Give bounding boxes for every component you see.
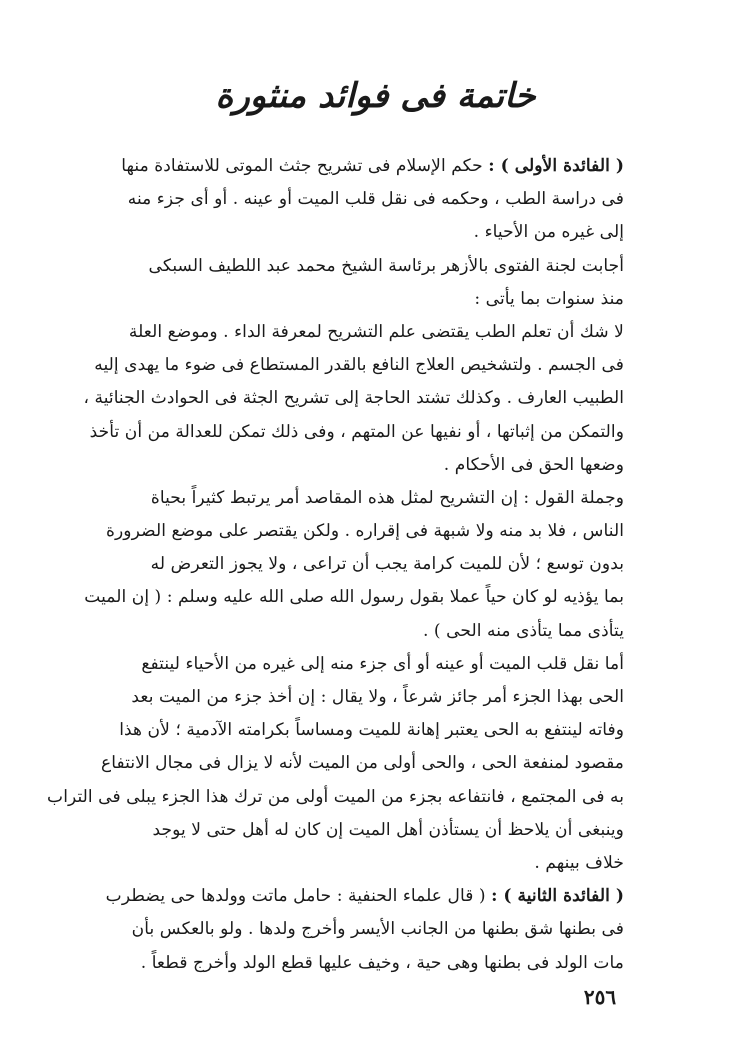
line-text: به فى المجتمع ، فانتفاعه بجزء من الميت أولى من ترك هذا الجزء يبلى فى التراب	[47, 786, 624, 807]
text-line	[112, 814, 624, 847]
line-text: ( قال علماء الحنفية : حامل ماتت وولدها حى يضطرب	[105, 886, 492, 907]
text-line	[105, 880, 624, 913]
line-text: الناس ، فلا بد منه ولا شبهة فى إقراره . ولكن يقتصر على موضع الضرورة	[106, 521, 624, 542]
line-text: إلى غيره من الأحياء .	[473, 222, 624, 243]
text-line	[112, 316, 624, 349]
text-line	[112, 714, 624, 747]
text-line	[112, 183, 624, 216]
line-text: فى بطنها شق بطنها من الجانب الأيسر وأخرج ولدها . ولو بالعكس بأن	[131, 919, 624, 940]
text-line	[94, 349, 624, 382]
line-text: يتأذى مما يتأذى منه الحى ) .	[423, 620, 624, 641]
line-text: الحى بهذا الجزء أمر جائز شرعاً ، ولا يقال : إن أخذ جزء من الميت بعد	[131, 687, 624, 707]
text-line	[112, 947, 624, 980]
line-text: وجملة القول : إن التشريح لمثل هذه المقاصد أمر يرتبط كثيراً بحياة	[150, 487, 624, 508]
text-line	[89, 416, 624, 449]
line-text: بما يؤذيه لو كان حياً عملا بقول رسول الله صلى الله عليه وسلم : ( إن الميت	[84, 587, 624, 608]
text-line	[112, 250, 624, 283]
line-text: مقصود لمنفعة الحى ، والحى أولى من الميت لأنه لا يزال فى مجال الانتفاع	[100, 753, 624, 774]
line-text: والتمكن من إثباتها ، أو نفيها عن المتهم ، وفى ذلك تمكن للعدالة من أن تأخذ	[89, 421, 624, 442]
line-text: أما نقل قلب الميت أو عينه أو أى جزء منه إلى غيره من الأحياء لينتفع	[141, 653, 624, 674]
line-text: فى الجسم . ولتشخيص العلاج النافع بالقدر المستطاع فى ضوء ما يهدى إليه	[94, 355, 624, 376]
text-line	[112, 216, 624, 249]
text-line	[112, 648, 624, 681]
line-text: حكم الإسلام فى تشريح جثث الموتى للاستفادة منها	[121, 156, 489, 176]
text-line	[112, 615, 624, 648]
text-line	[112, 913, 624, 946]
line-text: لا شك أن تعلم الطب يقتضى علم التشريح لمعرفة الداء . وموضع العلة	[128, 321, 624, 342]
line-text: فى دراسة الطب ، وحكمه فى نقل قلب الميت أو عينه . أو أى جزء منه	[127, 189, 624, 210]
heading-label: ( الفائدة الأولى ) :	[488, 156, 624, 176]
text-line	[112, 150, 624, 183]
text-line	[112, 681, 624, 714]
line-text: منذ سنوات بما يأتى :	[474, 288, 624, 309]
heading-label: ( الفائدة الثانية ) :	[491, 886, 624, 907]
text-line	[47, 781, 624, 814]
text-line	[112, 548, 624, 581]
text-line	[84, 581, 624, 614]
line-text: وينبغى أن يلاحظ أن يستأذن أهل الميت إن كان له أهل حتى لا يوجد	[152, 819, 624, 840]
text-line	[83, 382, 624, 415]
line-text: خلاف بينهم .	[534, 852, 624, 873]
text-line	[112, 449, 624, 482]
line-text: مات الولد فى بطنها وهى حية ، وخيف عليها قطع الولد وأخرج قطعاً .	[140, 952, 624, 973]
page-number: ٢٥٦	[583, 985, 617, 1009]
text-line	[112, 482, 624, 515]
line-text: وفاته لينتفع به الحى يعتبر إهانة للميت ومساساً بكرامته الآدمية ؛ لأن هذا	[119, 720, 624, 741]
line-text: بدون توسع ؛ لأن للميت كرامة يجب أن تراعى ، ولا يجوز التعرض له	[150, 554, 624, 575]
text-line	[112, 847, 624, 880]
text-line	[112, 283, 624, 316]
line-text: أجابت لجنة الفتوى بالأزهر برئاسة الشيخ محمد عبد اللطيف السبكى	[148, 255, 624, 276]
text-line	[106, 515, 624, 548]
line-text: الطبيب العارف . وكذلك تشتد الحاجة إلى تشريح الجثة فى الحوادث الجنائية ،	[83, 388, 624, 409]
text-line	[100, 747, 624, 780]
line-text: وضعها الحق فى الأحكام .	[443, 454, 624, 475]
body-text	[47, 150, 624, 980]
page-title: خاتمة فى فوائد منثورة	[215, 76, 536, 116]
